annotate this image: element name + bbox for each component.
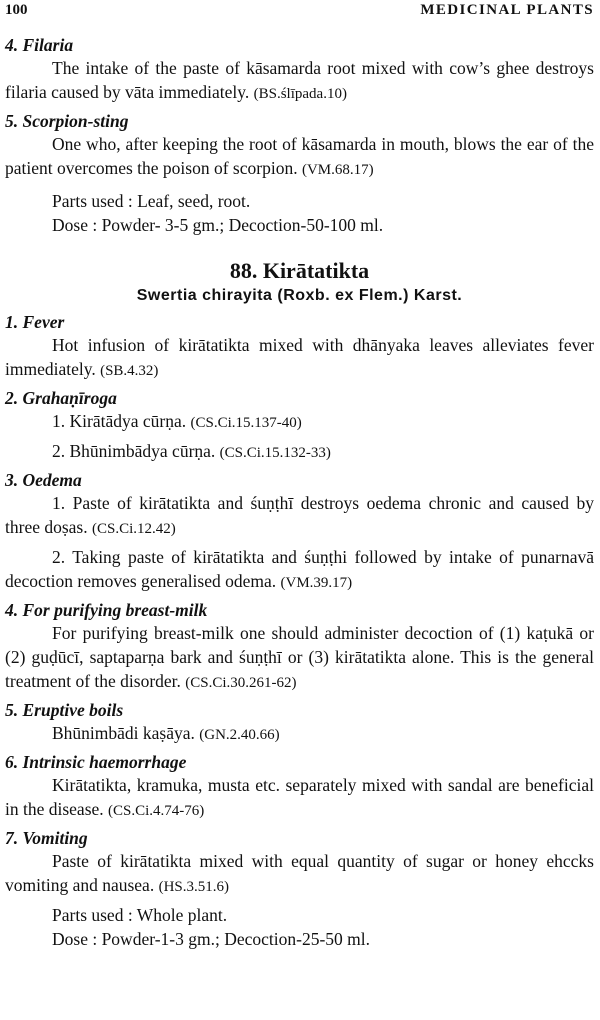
paragraph-vomiting	[5, 849, 594, 899]
section-heading-eruptive-boils: 5. Eruptive boils	[5, 700, 124, 720]
section-heading-grahaniroga: 2. Grahaṇīroga	[5, 388, 117, 408]
paragraph-text: Hot infusion of kirātatikta mixed with dhānyaka leaves alleviates fever immediately.	[5, 335, 594, 379]
list-item	[5, 439, 594, 465]
section-heading-scorpion-sting: 5. Scorpion-sting	[5, 111, 129, 131]
parts-used-line: Parts used : Leaf, seed, root.	[52, 191, 251, 211]
citation: (HS.3.51.6)	[158, 879, 229, 895]
paragraph-text: Kirātatikta, kramuka, musta etc. separately mixed with sandal are beneficial in the disease.	[5, 775, 594, 819]
citation: (VM.39.17)	[280, 575, 353, 591]
dose-line: Dose : Powder- 3-5 gm.; Decoction-50-100 ml.	[52, 215, 384, 235]
paragraph-haemorrhage	[5, 773, 594, 823]
running-header	[5, 0, 594, 34]
paragraph-text: The intake of the paste of kāsamarda root mixed with cow’s ghee destroys filaria caused by vāta immediately.	[5, 58, 594, 102]
paragraph-oedema-1	[5, 491, 594, 541]
section-heading-breast-milk: 4. For purifying breast-milk	[5, 600, 208, 620]
citation: (CS.Ci.15.137-40)	[190, 415, 302, 431]
paragraph-eruptive-boils	[5, 721, 594, 747]
chapter-title: 88. Kirātatikta	[229, 258, 370, 283]
paragraph-fever	[5, 333, 594, 383]
section-heading-filaria: 4. Filaria	[5, 35, 74, 55]
item-text: 2. Bhūnimbādya cūrṇa.	[52, 441, 216, 461]
paragraph-oedema-2	[5, 545, 594, 595]
paragraph-filaria	[5, 56, 594, 106]
paragraph-breast-milk	[5, 621, 594, 695]
citation: (CS.Ci.15.132-33)	[219, 445, 331, 461]
paragraph-text: 1. Paste of kirātatikta and śuṇṭhī destroys oedema chronic and caused by three doṣas.	[5, 493, 594, 537]
paragraph-text: Bhūnimbādi kaṣāya.	[52, 723, 195, 743]
paragraph-text: One who, after keeping the root of kāsamarda in mouth, blows the ear of the patient overcomes the poison of scorpion.	[5, 134, 594, 178]
citation: (SB.4.32)	[100, 363, 159, 379]
running-title: MEDICINAL PLANTS	[420, 2, 594, 18]
section-heading-fever: 1. Fever	[5, 312, 65, 332]
citation: (CS.Ci.30.261-62)	[185, 675, 297, 691]
dose-line: Dose : Powder-1-3 gm.; Decoction-25-50 ml.	[52, 929, 370, 949]
citation: (BS.ślīpada.10)	[253, 86, 347, 102]
item-text: 1. Kirātādya cūrṇa.	[52, 411, 187, 431]
citation: (CS.Ci.12.42)	[92, 521, 176, 537]
citation: (VM.68.17)	[301, 162, 374, 178]
paragraph-text: 2. Taking paste of kirātatikta and śuṇṭhi followed by intake of punarnavā decoction removes generalised odema.	[5, 547, 594, 591]
chapter-subtitle: Swertia chirayita (Roxb. ex Flem.) Karst.	[136, 287, 463, 304]
parts-used-line: Parts used : Whole plant.	[52, 905, 228, 925]
citation: (CS.Ci.4.74-76)	[108, 803, 205, 819]
section-heading-oedema: 3. Oedema	[5, 470, 82, 490]
paragraph-text: For purifying breast-milk one should administer decoction of (1) kaṭukā or (2) guḍūcī, saptaparṇa bark and śuṇṭhī or (3) kirātatikta alone. This is the general treatment of the disorder.	[5, 623, 594, 691]
paragraph-scorpion-sting	[5, 132, 594, 182]
section-heading-haemorrhage: 6. Intrinsic haemorrhage	[5, 752, 187, 772]
paragraph-text: Paste of kirātatikta mixed with equal quantity of sugar or honey ehccks vomiting and nausea.	[5, 851, 594, 895]
list-item	[5, 409, 594, 435]
page-number: 100	[5, 2, 28, 18]
citation: (GN.2.40.66)	[199, 727, 280, 743]
section-heading-vomiting: 7. Vomiting	[5, 828, 88, 848]
